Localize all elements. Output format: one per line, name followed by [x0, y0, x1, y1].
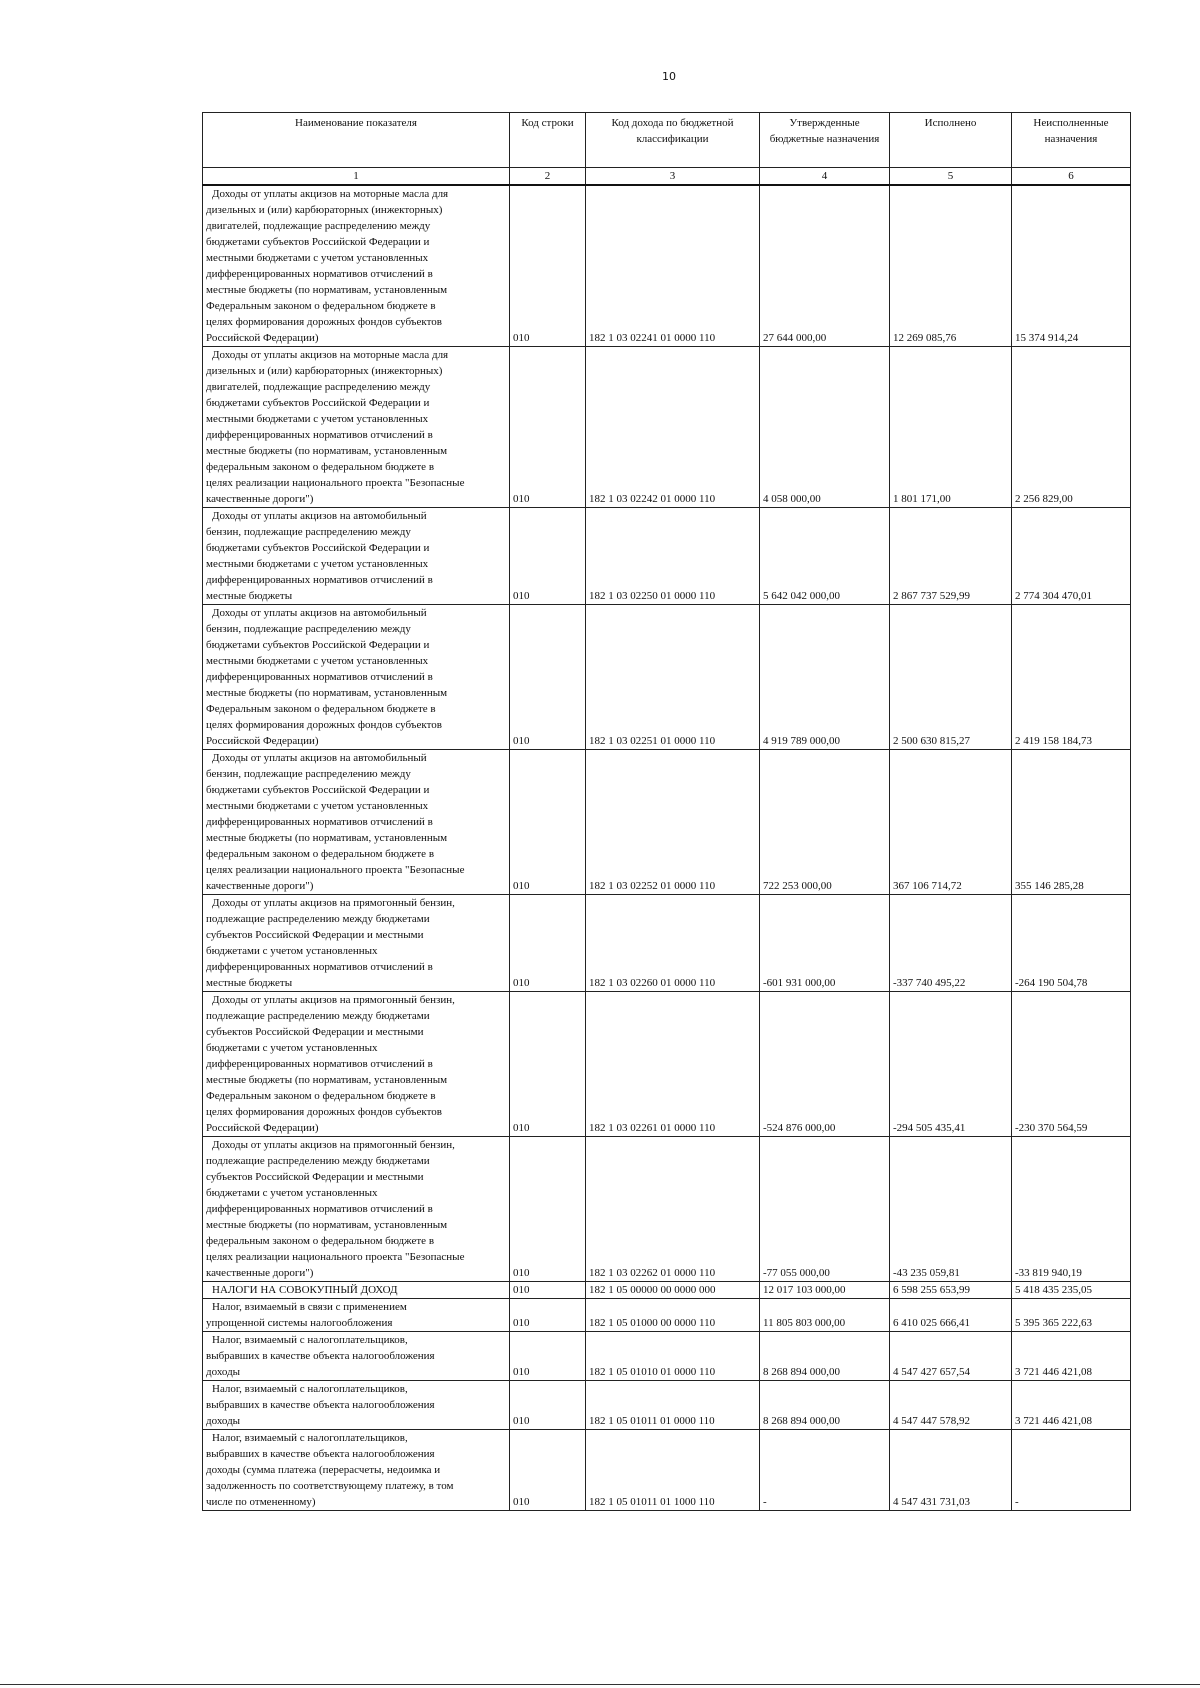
indicator-name-line: дифференцированных нормативов отчислений в — [206, 268, 433, 280]
executed-amount: -43 235 059,81 — [890, 1137, 1012, 1282]
header-row — [203, 113, 1131, 168]
indicator-name-line: Доходы от уплаты акцизов на прямогонный бензин, — [212, 897, 455, 909]
header-indicator-name: Наименование показателя — [203, 113, 510, 168]
line-code: 010 — [510, 1282, 586, 1299]
indicator-name-line: Доходы от уплаты акцизов на моторные масла для — [212, 349, 449, 361]
indicator-name-line: качественные дороги") — [206, 880, 314, 892]
indicator-name-line: бензин, подлежащие распределению между — [206, 526, 411, 538]
executed-amount: 2 867 737 529,99 — [890, 508, 1012, 605]
indicator-name-line: дифференцированных нормативов отчислений в — [206, 816, 433, 828]
indicator-name-line: доходы — [206, 1366, 241, 1378]
indicator-name-line: Налог, взимаемый в связи с применением — [212, 1301, 407, 1313]
indicator-name — [203, 750, 510, 895]
approved-amount: 8 268 894 000,00 — [760, 1332, 890, 1381]
header-budget-code: Код дохода по бюджетной классификации — [586, 113, 760, 168]
indicator-name-line: бюджетами субъектов Российской Федерации и — [206, 397, 430, 409]
unexecuted-amount: 15 374 914,24 — [1012, 185, 1131, 347]
indicator-name-line: выбравших в качестве объекта налогообложения — [206, 1448, 435, 1460]
approved-amount: 5 642 042 000,00 — [760, 508, 890, 605]
budget-code: 182 1 05 01011 01 1000 110 — [586, 1430, 760, 1511]
line-code: 010 — [510, 1332, 586, 1381]
table-row — [203, 605, 1131, 750]
indicator-name-line: федеральным законом о федеральном бюджете в — [206, 1235, 435, 1247]
indicator-name-line: местные бюджеты — [206, 977, 293, 989]
budget-code: 182 1 05 00000 00 0000 000 — [586, 1282, 760, 1299]
line-code: 010 — [510, 1381, 586, 1430]
approved-amount: 4 058 000,00 — [760, 347, 890, 508]
budget-code: 182 1 03 02260 01 0000 110 — [586, 895, 760, 992]
executed-amount: 367 106 714,72 — [890, 750, 1012, 895]
table-row — [203, 347, 1131, 508]
indicator-name-line: местными бюджетами с учетом установленных — [206, 800, 429, 812]
indicator-name-line: Налог, взимаемый с налогоплательщиков, — [212, 1334, 408, 1346]
indicator-name-line: бюджетами субъектов Российской Федерации и — [206, 784, 430, 796]
approved-amount: 722 253 000,00 — [760, 750, 890, 895]
column-number: 4 — [760, 168, 890, 186]
header-executed: Исполнено — [890, 113, 1012, 168]
indicator-name-line: федеральным законом о федеральном бюджете в — [206, 848, 435, 860]
indicator-name-line: дифференцированных нормативов отчислений в — [206, 961, 433, 973]
unexecuted-amount: 3 721 446 421,08 — [1012, 1381, 1131, 1430]
table-row — [203, 508, 1131, 605]
indicator-name-line: местные бюджеты — [206, 590, 293, 602]
budget-code: 182 1 05 01011 01 0000 110 — [586, 1381, 760, 1430]
indicator-name-line: выбравших в качестве объекта налогообложения — [206, 1350, 435, 1362]
indicator-name-line: бюджетами субъектов Российской Федерации и — [206, 542, 430, 554]
table-row — [203, 185, 1131, 347]
indicator-name-line: Доходы от уплаты акцизов на автомобильный — [212, 607, 427, 619]
header-line-code: Код строки — [510, 113, 586, 168]
indicator-name-line: субъектов Российской Федерации и местными — [206, 929, 424, 941]
line-code: 010 — [510, 347, 586, 508]
table-row — [203, 1430, 1131, 1511]
indicator-name-line: местными бюджетами с учетом установленных — [206, 252, 429, 264]
indicator-name-line: Доходы от уплаты акцизов на автомобильный — [212, 752, 427, 764]
table-row — [203, 1332, 1131, 1381]
indicator-name-line: целях реализации национального проекта "Безопасные — [206, 477, 465, 489]
indicator-name-line: двигателей, подлежащие распределению между — [206, 381, 431, 393]
approved-amount: -77 055 000,00 — [760, 1137, 890, 1282]
unexecuted-amount: -33 819 940,19 — [1012, 1137, 1131, 1282]
executed-amount: 4 547 427 657,54 — [890, 1332, 1012, 1381]
executed-amount: 6 598 255 653,99 — [890, 1282, 1012, 1299]
indicator-name — [203, 1332, 510, 1381]
budget-code: 182 1 03 02262 01 0000 110 — [586, 1137, 760, 1282]
executed-amount: 2 500 630 815,27 — [890, 605, 1012, 750]
indicator-name-line: Федеральным законом о федеральном бюджете в — [206, 703, 436, 715]
indicator-name-line: Доходы от уплаты акцизов на прямогонный бензин, — [212, 994, 455, 1006]
approved-amount: -524 876 000,00 — [760, 992, 890, 1137]
indicator-name-line: Российской Федерации) — [206, 1122, 319, 1134]
indicator-name-line: местными бюджетами с учетом установленных — [206, 558, 429, 570]
line-code: 010 — [510, 1299, 586, 1332]
indicator-name-line: дифференцированных нормативов отчислений в — [206, 1203, 433, 1215]
indicator-name-line: местные бюджеты (по нормативам, установленным — [206, 1074, 448, 1086]
column-number-row — [203, 168, 1131, 186]
table-row — [203, 750, 1131, 895]
indicator-name-line: Доходы от уплаты акцизов на автомобильный — [212, 510, 427, 522]
column-number: 5 — [890, 168, 1012, 186]
approved-amount: -601 931 000,00 — [760, 895, 890, 992]
indicator-name-line: упрощенной системы налогообложения — [206, 1317, 393, 1329]
line-code: 010 — [510, 508, 586, 605]
indicator-name-line: подлежащие распределению между бюджетами — [206, 913, 430, 925]
budget-code: 182 1 03 02251 01 0000 110 — [586, 605, 760, 750]
indicator-name — [203, 1299, 510, 1332]
indicator-name-line: местные бюджеты (по нормативам, установленным — [206, 445, 448, 457]
unexecuted-amount: 5 395 365 222,63 — [1012, 1299, 1131, 1332]
indicator-name-line: дифференцированных нормативов отчислений в — [206, 574, 433, 586]
approved-amount: - — [760, 1430, 890, 1511]
indicator-name — [203, 605, 510, 750]
indicator-name-line: двигателей, подлежащие распределению между — [206, 220, 431, 232]
table-row — [203, 1137, 1131, 1282]
budget-code: 182 1 05 01000 00 0000 110 — [586, 1299, 760, 1332]
indicator-name-line: бюджетами с учетом установленных — [206, 1187, 378, 1199]
line-code: 010 — [510, 992, 586, 1137]
table-row — [203, 1381, 1131, 1430]
approved-amount: 11 805 803 000,00 — [760, 1299, 890, 1332]
indicator-name-line: целях реализации национального проекта "Безопасные — [206, 1251, 465, 1263]
column-number: 2 — [510, 168, 586, 186]
unexecuted-amount: 355 146 285,28 — [1012, 750, 1131, 895]
executed-amount: 1 801 171,00 — [890, 347, 1012, 508]
indicator-name-line: целях формирования дорожных фондов субъектов — [206, 316, 442, 328]
indicator-name-line: бюджетами с учетом установленных — [206, 945, 378, 957]
indicator-name-line: федеральным законом о федеральном бюджете в — [206, 461, 435, 473]
indicator-name-line: местные бюджеты (по нормативам, установленным — [206, 687, 448, 699]
budget-code: 182 1 05 01010 01 0000 110 — [586, 1332, 760, 1381]
indicator-name-line: Российской Федерации) — [206, 332, 319, 344]
indicator-name-line: местные бюджеты (по нормативам, установленным — [206, 832, 448, 844]
indicator-name-line: Доходы от уплаты акцизов на моторные масла для — [212, 188, 449, 200]
indicator-name-line: доходы — [206, 1415, 241, 1427]
line-code: 010 — [510, 185, 586, 347]
table-body — [203, 185, 1131, 1511]
unexecuted-amount: 3 721 446 421,08 — [1012, 1332, 1131, 1381]
indicator-name-line: бензин, подлежащие распределению между — [206, 768, 411, 780]
indicator-name-line: целях реализации национального проекта "Безопасные — [206, 864, 465, 876]
indicator-name-line: качественные дороги") — [206, 493, 314, 505]
indicator-name-line: Доходы от уплаты акцизов на прямогонный бензин, — [212, 1139, 455, 1151]
indicator-name-line: дизельных и (или) карбюраторных (инжекторных) — [206, 365, 443, 377]
unexecuted-amount: -230 370 564,59 — [1012, 992, 1131, 1137]
indicator-name-line: местные бюджеты (по нормативам, установленным — [206, 1219, 448, 1231]
indicator-name-line: бюджетами субъектов Российской Федерации и — [206, 236, 430, 248]
budget-code: 182 1 03 02252 01 0000 110 — [586, 750, 760, 895]
unexecuted-amount: 2 256 829,00 — [1012, 347, 1131, 508]
indicator-name-line: субъектов Российской Федерации и местными — [206, 1026, 424, 1038]
line-code: 010 — [510, 605, 586, 750]
indicator-name-line: Российской Федерации) — [206, 735, 319, 747]
column-number: 3 — [586, 168, 760, 186]
indicator-name-line: НАЛОГИ НА СОВОКУПНЫЙ ДОХОД — [212, 1284, 398, 1296]
indicator-name-line: Федеральным законом о федеральном бюджете в — [206, 300, 436, 312]
indicator-name-line: качественные дороги") — [206, 1267, 314, 1279]
table-row — [203, 895, 1131, 992]
indicator-name-line: бюджетами с учетом установленных — [206, 1042, 378, 1054]
executed-amount: 6 410 025 666,41 — [890, 1299, 1012, 1332]
approved-amount: 8 268 894 000,00 — [760, 1381, 890, 1430]
line-code: 010 — [510, 1137, 586, 1282]
indicator-name — [203, 185, 510, 347]
unexecuted-amount: - — [1012, 1430, 1131, 1511]
approved-amount: 4 919 789 000,00 — [760, 605, 890, 750]
indicator-name-line: местными бюджетами с учетом установленных — [206, 655, 429, 667]
budget-code: 182 1 03 02250 01 0000 110 — [586, 508, 760, 605]
indicator-name-line: дифференцированных нормативов отчислений в — [206, 1058, 433, 1070]
indicator-name — [203, 1137, 510, 1282]
indicator-name-line: доходы (сумма платежа (перерасчеты, недоимка и — [206, 1464, 441, 1476]
header-approved: Утвержденные бюджетные назначения — [760, 113, 890, 168]
indicator-name-line: выбравших в качестве объекта налогообложения — [206, 1399, 435, 1411]
indicator-name-line: дизельных и (или) карбюраторных (инжекторных) — [206, 204, 443, 216]
unexecuted-amount: 2 774 304 470,01 — [1012, 508, 1131, 605]
page-number: 10 — [662, 70, 676, 83]
table-row — [203, 992, 1131, 1137]
footer-divider — [0, 1684, 1200, 1685]
approved-amount: 27 644 000,00 — [760, 185, 890, 347]
line-code: 010 — [510, 750, 586, 895]
executed-amount: -337 740 495,22 — [890, 895, 1012, 992]
indicator-name — [203, 347, 510, 508]
indicator-name-line: Налог, взимаемый с налогоплательщиков, — [212, 1432, 408, 1444]
unexecuted-amount: -264 190 504,78 — [1012, 895, 1131, 992]
indicator-name-line: бензин, подлежащие распределению между — [206, 623, 411, 635]
indicator-name-line: целях формирования дорожных фондов субъектов — [206, 719, 442, 731]
indicator-name-line: субъектов Российской Федерации и местными — [206, 1171, 424, 1183]
executed-amount: 4 547 447 578,92 — [890, 1381, 1012, 1430]
indicator-name-line: бюджетами субъектов Российской Федерации и — [206, 639, 430, 651]
approved-amount: 12 017 103 000,00 — [760, 1282, 890, 1299]
executed-amount: -294 505 435,41 — [890, 992, 1012, 1137]
indicator-name-line: подлежащие распределению между бюджетами — [206, 1155, 430, 1167]
indicator-name — [203, 895, 510, 992]
indicator-name-line: Федеральным законом о федеральном бюджете в — [206, 1090, 436, 1102]
indicator-name — [203, 992, 510, 1137]
revenue-report-table — [202, 112, 1131, 1511]
line-code: 010 — [510, 1430, 586, 1511]
indicator-name-line: дифференцированных нормативов отчислений в — [206, 671, 433, 683]
budget-code: 182 1 03 02241 01 0000 110 — [586, 185, 760, 347]
indicator-name-line: дифференцированных нормативов отчислений в — [206, 429, 433, 441]
indicator-name — [203, 1430, 510, 1511]
executed-amount: 12 269 085,76 — [890, 185, 1012, 347]
indicator-name-line: Налог, взимаемый с налогоплательщиков, — [212, 1383, 408, 1395]
table-row — [203, 1299, 1131, 1332]
indicator-name — [203, 508, 510, 605]
executed-amount: 4 547 431 731,03 — [890, 1430, 1012, 1511]
indicator-name-line: числе по отмененному) — [206, 1496, 316, 1508]
indicator-name — [203, 1381, 510, 1430]
unexecuted-amount: 5 418 435 235,05 — [1012, 1282, 1131, 1299]
indicator-name-line: задолженность по соответствующему платежу, в том — [206, 1480, 454, 1492]
header-unexecuted: Неисполненные назначения — [1012, 113, 1131, 168]
budget-code: 182 1 03 02261 01 0000 110 — [586, 992, 760, 1137]
unexecuted-amount: 2 419 158 184,73 — [1012, 605, 1131, 750]
budget-code: 182 1 03 02242 01 0000 110 — [586, 347, 760, 508]
column-number: 6 — [1012, 168, 1131, 186]
indicator-name-line: целях формирования дорожных фондов субъектов — [206, 1106, 442, 1118]
indicator-name-line: подлежащие распределению между бюджетами — [206, 1010, 430, 1022]
indicator-name-line: местными бюджетами с учетом установленных — [206, 413, 429, 425]
indicator-name-line: местные бюджеты (по нормативам, установленным — [206, 284, 448, 296]
indicator-name — [203, 1282, 510, 1299]
line-code: 010 — [510, 895, 586, 992]
table-row — [203, 1282, 1131, 1299]
column-number: 1 — [203, 168, 510, 186]
